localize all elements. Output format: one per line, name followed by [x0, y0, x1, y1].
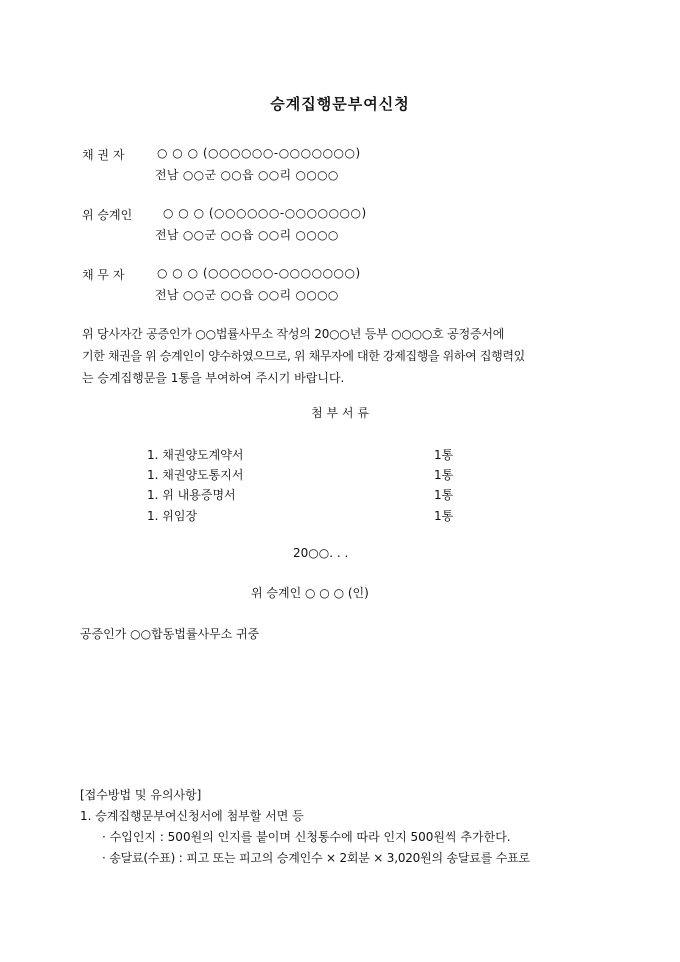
body-line: 위 당사자간 공증인가 ○○법률사무소 작성의 20○○년 등부 ○○○○호 공정증서에	[82, 327, 505, 341]
body-line: 기한 채권을 위 승계인이 양수하였으므로, 위 채무자에 대한 강제집행을 위하여 집행력있	[82, 349, 525, 363]
debtor-address: 전남 ○○군 ○○읍 ○○리 ○○○○	[155, 288, 339, 302]
creditor-label: 채 권 자	[82, 148, 125, 162]
attachment-count: 1통	[434, 448, 454, 462]
creditor-name: ○ ○ ○ (○○○○○○-○○○○○○○)	[157, 146, 361, 160]
attachment-count: 1통	[434, 468, 454, 482]
attachment-name: 1. 위임장	[147, 509, 198, 523]
notes-heading: [접수방법 및 유의사항]	[80, 788, 202, 802]
successor-label: 위 승계인	[82, 208, 133, 222]
successor-name: ○ ○ ○ (○○○○○○-○○○○○○○)	[163, 206, 367, 220]
notes-sub-item: · 송달료(수표) : 피고 또는 피고의 승계인수 × 2회분 × 3,020원의 송달료를 수표로	[102, 851, 530, 865]
attachment-name: 1. 채권양도통지서	[147, 468, 244, 482]
creditor-address: 전남 ○○군 ○○읍 ○○리 ○○○○	[155, 168, 339, 182]
successor-address: 전남 ○○군 ○○읍 ○○리 ○○○○	[155, 228, 339, 242]
attachment-name: 1. 채권양도계약서	[147, 448, 244, 462]
attachment-name: 1. 위 내용증명서	[147, 488, 236, 502]
signer-line: 위 승계인 ○ ○ ○ (인)	[251, 586, 369, 600]
attachments-title: 첨 부 서 류	[311, 406, 369, 420]
addressee-line: 공증인가 ○○합동법률사무소 귀중	[80, 627, 260, 641]
document-date: 20○○. . .	[293, 546, 349, 560]
body-line: 는 승계집행문을 1통을 부여하여 주시기 바랍니다.	[82, 371, 345, 385]
notes-sub-item: · 수입인지 : 500원의 인지를 붙이며 신청통수에 따라 인지 500원씩 추가한다.	[102, 830, 511, 844]
debtor-label: 채 무 자	[82, 268, 125, 282]
document-title: 승계집행문부여신청	[270, 95, 410, 113]
notes-item: 1. 승계집행문부여신청서에 첨부할 서면 등	[80, 809, 304, 823]
attachment-count: 1통	[434, 509, 454, 523]
debtor-name: ○ ○ ○ (○○○○○○-○○○○○○○)	[157, 266, 361, 280]
attachment-count: 1통	[434, 488, 454, 502]
